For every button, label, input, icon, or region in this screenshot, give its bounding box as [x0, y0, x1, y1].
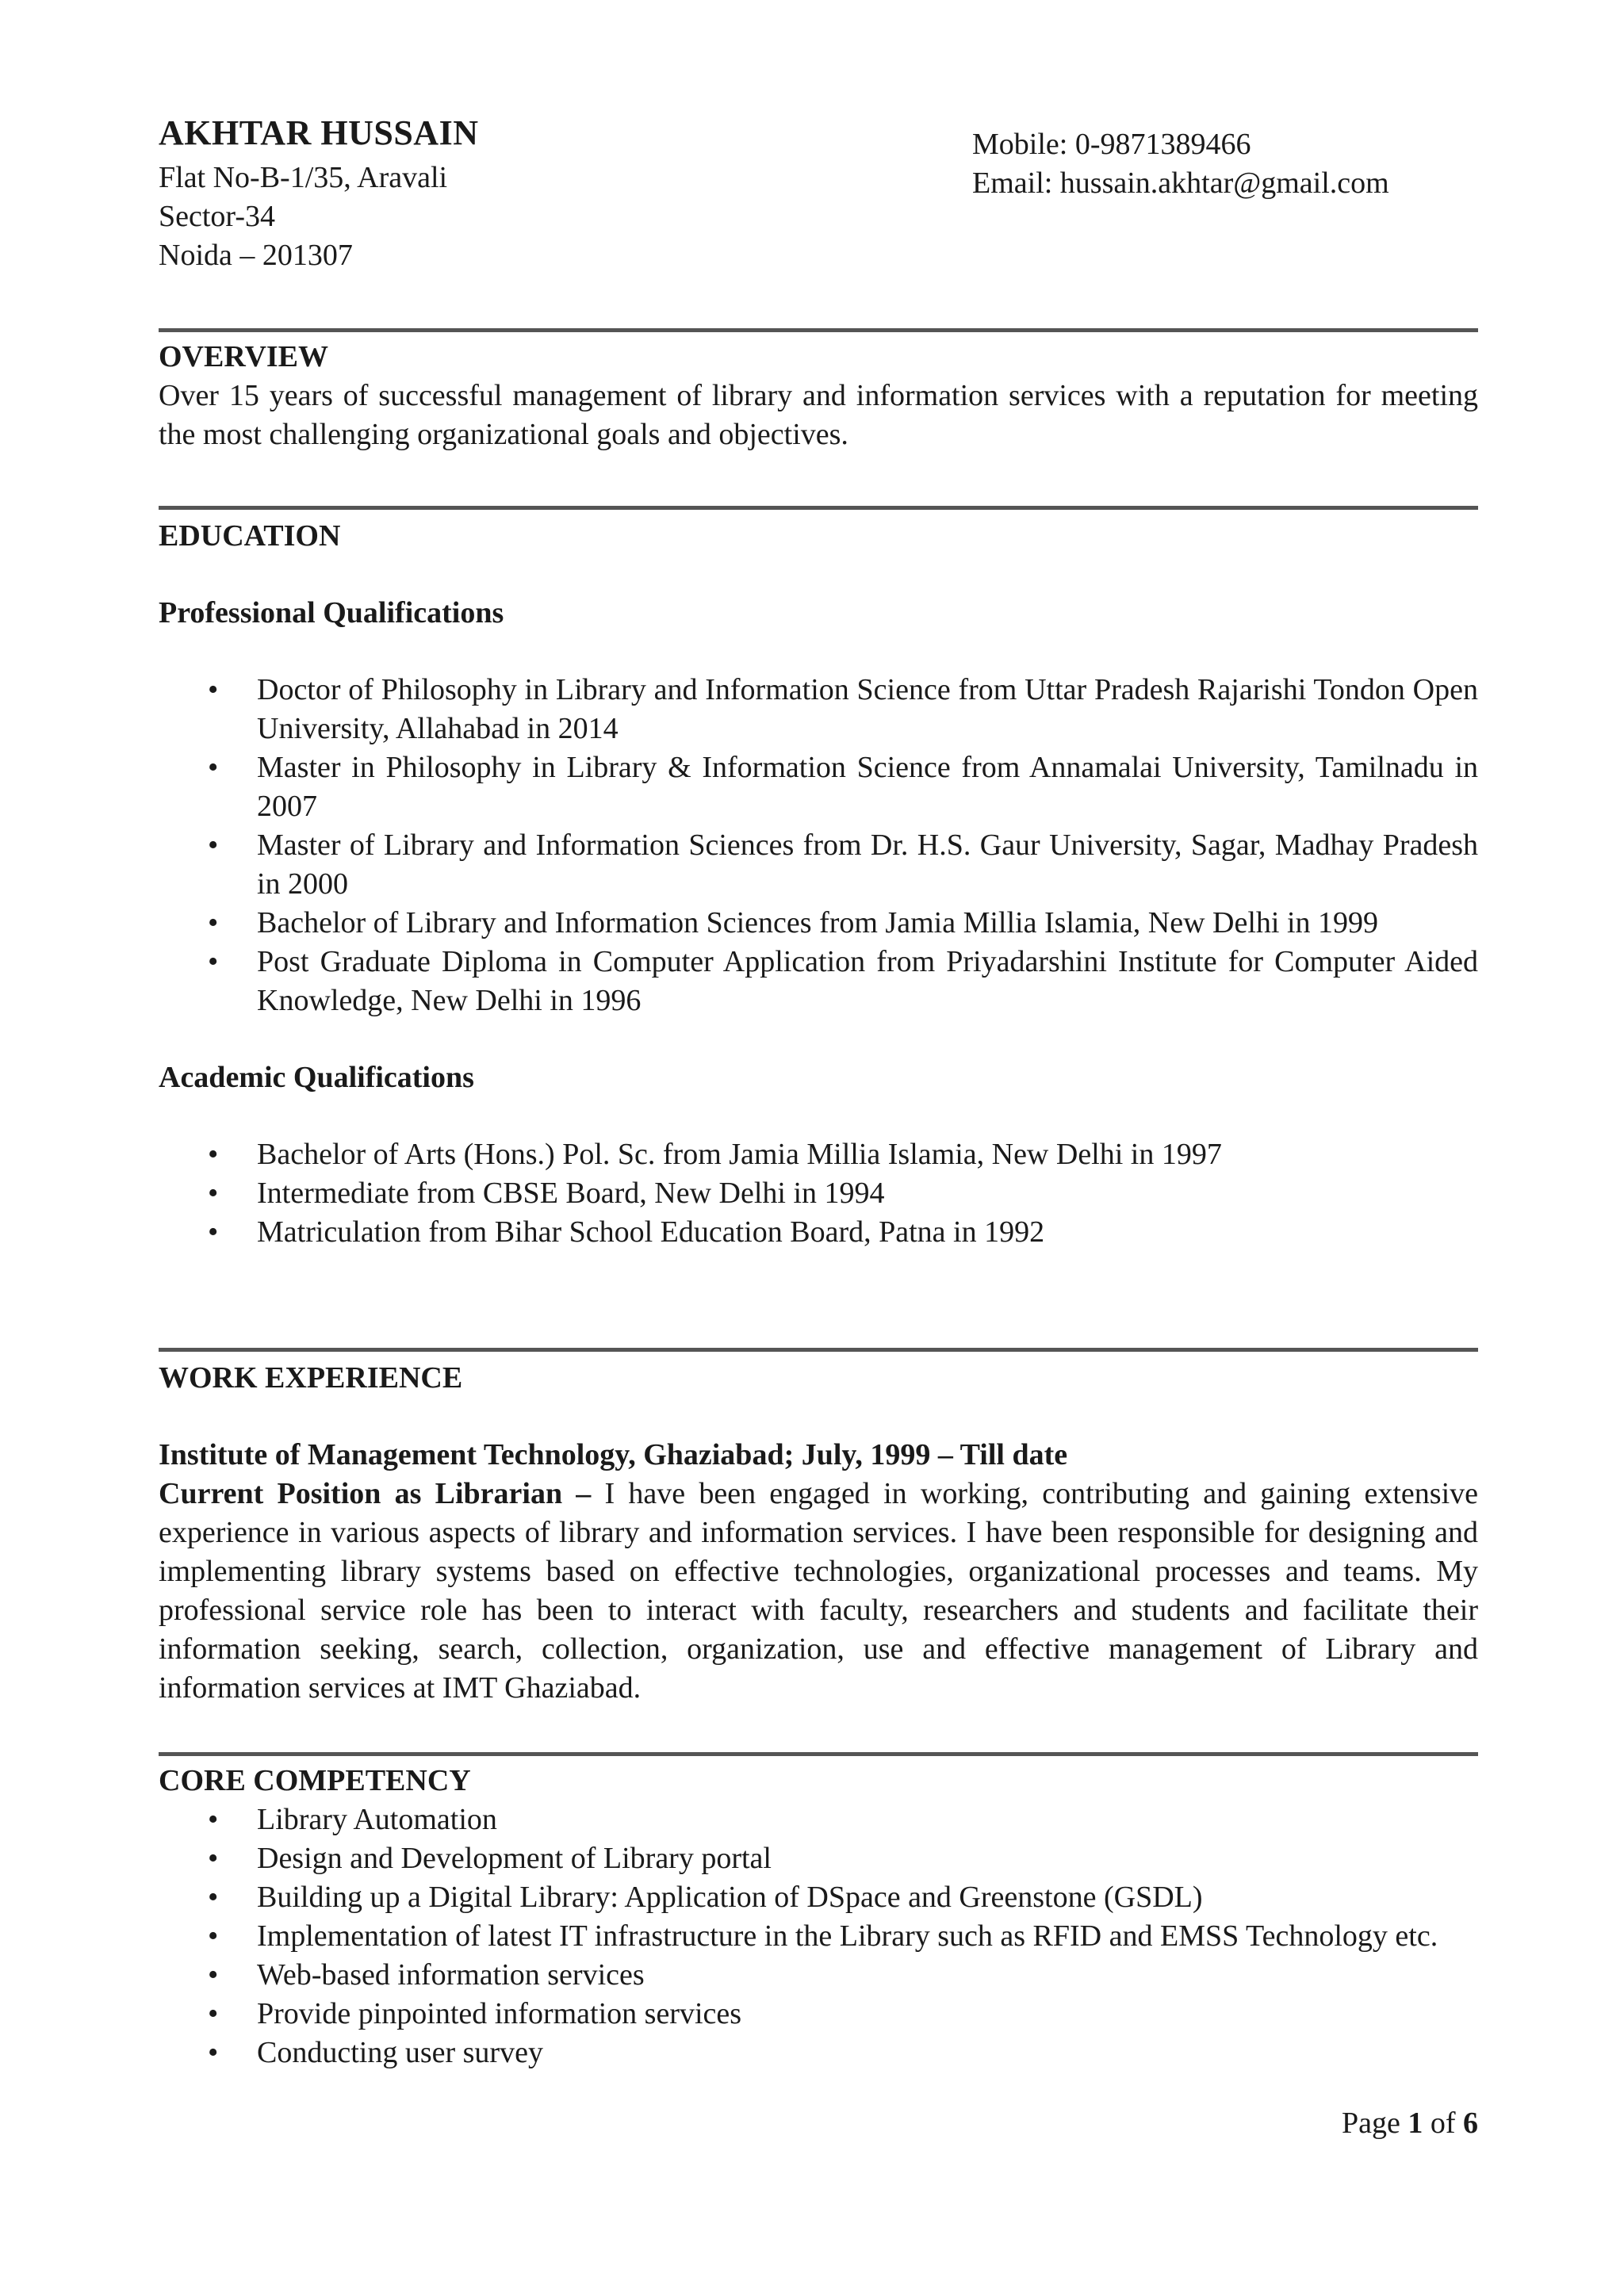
address-line-1: Flat No-B-1/35, Aravali — [159, 161, 448, 194]
list-item: • Intermediate from CBSE Board, New Delhi in 1994 — [159, 1174, 1478, 1213]
education-section — [159, 517, 1478, 1252]
postal-address — [159, 159, 447, 275]
address-line-3: Noida – 201307 — [159, 239, 353, 272]
education-heading: EDUCATION — [159, 519, 341, 553]
academic-qualifications-list — [159, 1135, 1478, 1252]
of-word: of — [1430, 2107, 1456, 2140]
work-experience-heading: WORK EXPERIENCE — [159, 1361, 463, 1395]
resume-header — [159, 111, 1478, 277]
list-item: • Provide pinpointed information services — [159, 1995, 1478, 2034]
core-competency-section — [159, 1762, 1478, 2072]
contact-info — [972, 125, 1389, 203]
work-experience-section — [159, 1359, 1478, 1708]
resume-page — [159, 0, 1478, 2296]
section-divider — [159, 1348, 1478, 1352]
list-item: • Master of Library and Information Sciences from Dr. H.S. Gaur University, Sagar, Madhay Pradesh in 2000 — [159, 826, 1478, 904]
section-divider — [159, 328, 1478, 332]
overview-heading: OVERVIEW — [159, 340, 329, 373]
overview-text: Over 15 years of successful management of library and information services with a reputation for meeting the most challenging organizational goals and objectives. — [159, 379, 1478, 451]
employer-line: Institute of Management Technology, Ghaziabad; July, 1999 – Till date — [159, 1438, 1068, 1471]
list-item: • Master in Philosophy in Library & Information Science from Annamalai University, Tamilnadu in 2007 — [159, 748, 1478, 826]
page-total: 6 — [1463, 2107, 1478, 2140]
professional-qualifications-list — [159, 671, 1478, 1020]
list-item: • Library Automation — [159, 1800, 1478, 1839]
list-item: • Design and Development of Library portal — [159, 1839, 1478, 1878]
core-competency-list — [159, 1800, 1478, 2072]
list-item: • Web-based information services — [159, 1956, 1478, 1995]
list-item: • Conducting user survey — [159, 2034, 1478, 2072]
candidate-name: AKHTAR HUSSAIN — [159, 113, 479, 152]
list-item: • Bachelor of Arts (Hons.) Pol. Sc. from Jamia Millia Islamia, New Delhi in 1997 — [159, 1135, 1478, 1174]
professional-qualifications-heading: Professional Qualifications — [159, 596, 504, 629]
section-divider — [159, 1752, 1478, 1756]
position-title: Current Position as Librarian – — [159, 1477, 592, 1510]
work-description-text: I have been engaged in working, contributing and gaining extensive experience in various aspects of library and information services. I have been responsible for designing and implementing library systems based on effective technologies, organizational processes and teams. My professional service role has been to interact with faculty, researchers and students and facilitate their information seeking, search, collection, organization, use and effective management of Library and information services at IMT Ghaziabad. — [159, 1477, 1478, 1705]
page-word: Page — [1341, 2107, 1400, 2140]
overview-section — [159, 338, 1478, 454]
mobile-number: Mobile: 0-9871389466 — [972, 128, 1251, 161]
academic-qualifications-heading: Academic Qualifications — [159, 1061, 474, 1094]
work-description — [159, 1475, 1478, 1708]
list-item: • Matriculation from Bihar School Education Board, Patna in 1992 — [159, 1213, 1478, 1252]
list-item: • Implementation of latest IT infrastructure in the Library such as RFID and EMSS Technology etc. — [159, 1917, 1478, 1956]
section-divider — [159, 506, 1478, 510]
core-competency-heading: CORE COMPETENCY — [159, 1764, 471, 1797]
address-line-2: Sector-34 — [159, 200, 275, 233]
list-item: • Building up a Digital Library: Application of DSpace and Greenstone (GSDL) — [159, 1878, 1478, 1917]
email-address: Email: hussain.akhtar@gmail.com — [972, 166, 1389, 200]
list-item: • Doctor of Philosophy in Library and Information Science from Uttar Pradesh Rajarishi Tondon Open University, Allahabad in 2014 — [159, 671, 1478, 748]
list-item: • Bachelor of Library and Information Sciences from Jamia Millia Islamia, New Delhi in 1999 — [159, 904, 1478, 943]
page-number — [1342, 2104, 1478, 2143]
list-item: • Post Graduate Diploma in Computer Application from Priyadarshini Institute for Computer Aided Knowledge, New Delhi in 1996 — [159, 943, 1478, 1020]
page-current: 1 — [1408, 2107, 1423, 2140]
